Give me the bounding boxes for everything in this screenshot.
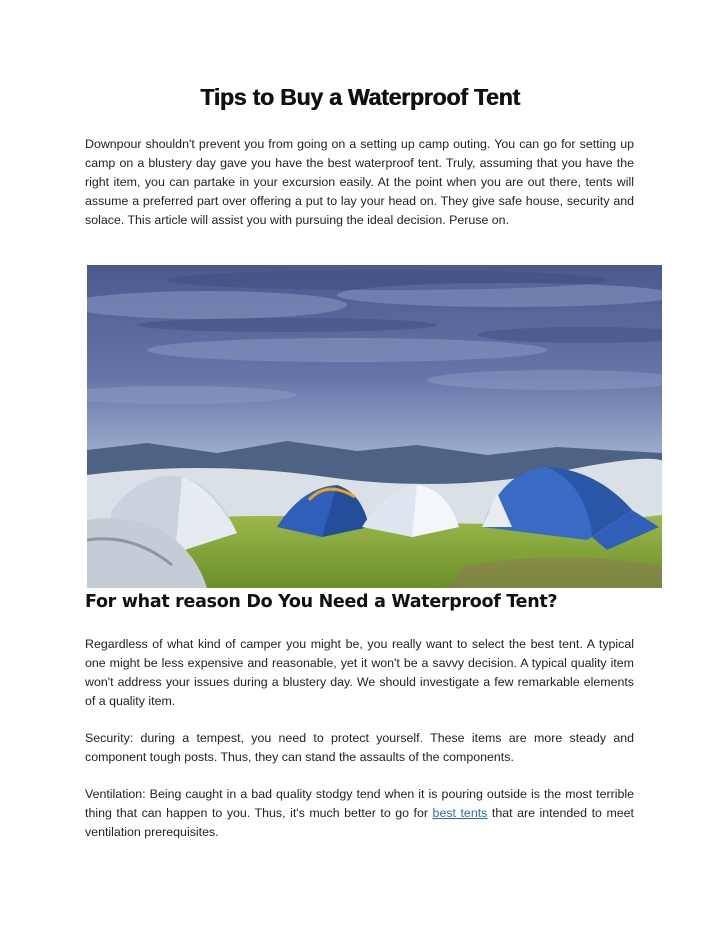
best-tents-link[interactable]: best tents (432, 806, 488, 820)
ventilation-text-before: Ventilation: Being caught in a bad quality stodgy tend when it is pouring outside is the most terrible thing that can happen to you. Thus, it's much better to go for (85, 787, 634, 820)
ventilation-text-after: that are intended to meet ventilation prerequisites. (85, 806, 634, 839)
paragraph-quality: Regardless of what kind of camper you might be, you really want to select the best tent. A typical one might be less expensive and reasonable, yet it won't be a savvy decision. A typical quality item won't address your issues during a blustery day. We should investigate a few remarkable elements of a quality item. (85, 637, 634, 708)
paragraph-security: Security: during a tempest, you need to protect yourself. These items are more steady and component tough posts. Thus, they can stand the assaults of the components. (85, 731, 634, 764)
section-heading: For what reason Do You Need a Waterproof Tent? (85, 592, 558, 612)
camping-tents-photo (87, 265, 662, 588)
intro-paragraph: Downpour shouldn't prevent you from going on a setting up camp outing. You can go for setting up camp on a blustery day gave you have the best waterproof tent. Truly, assuming that you have the right item, you can partake in your excursion easily. At the point when you are out there, tents will assume a preferred part over offering a put to lay your head on. They give safe house, security and solace. This article will assist you with pursuing the ideal decision. Peruse on. (85, 137, 634, 227)
paragraph-ventilation (85, 785, 634, 842)
page-title: Tips to Buy a Waterproof Tent (200, 84, 520, 110)
